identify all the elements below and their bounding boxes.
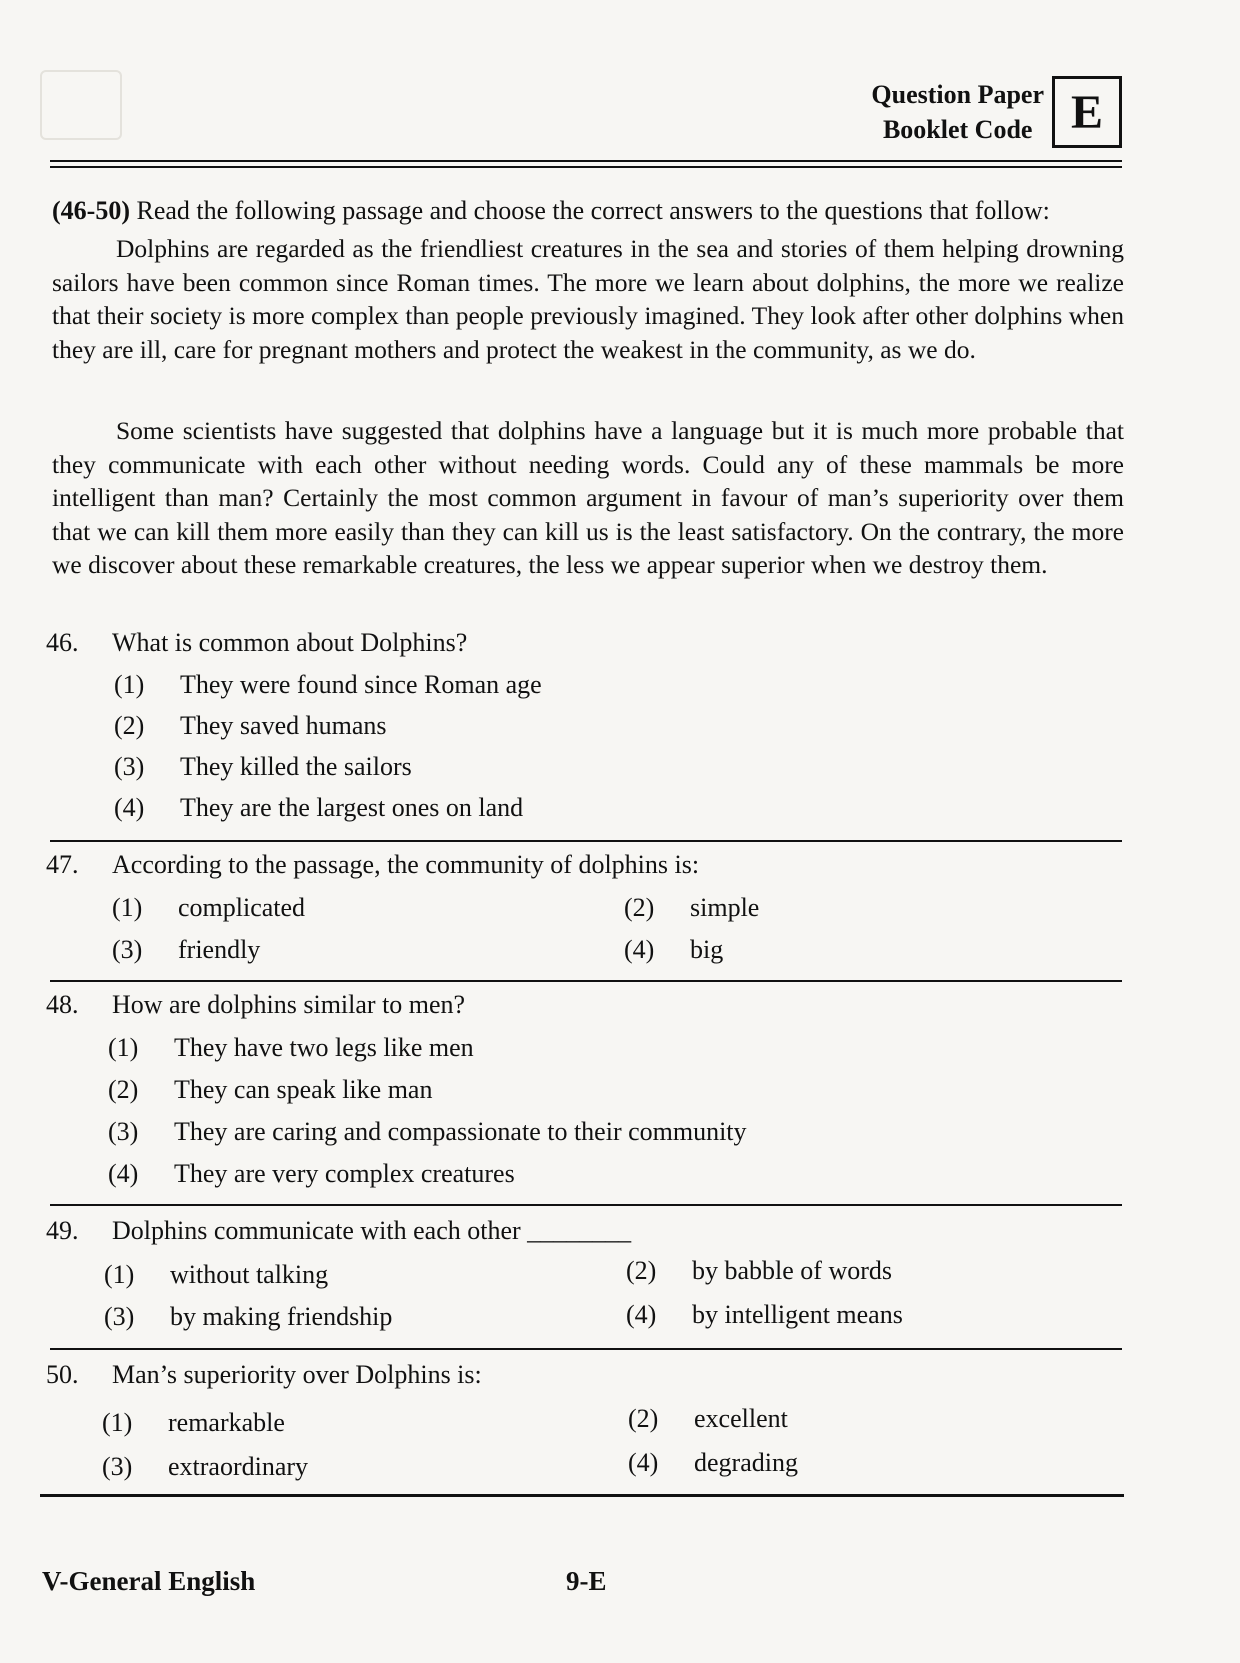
option-number: (4) [626, 1300, 657, 1329]
option-48-2[interactable] [108, 1075, 432, 1105]
question-49 [46, 1216, 1126, 1246]
passage-instruction [52, 196, 1124, 226]
footer-subject: V-General English [42, 1566, 256, 1596]
booklet-code-header [871, 76, 1122, 148]
option-number: (4) [624, 935, 655, 964]
booklet-code-box: E [1052, 76, 1122, 148]
section-end-rule [40, 1494, 1124, 1497]
booklet-code-label [871, 77, 1044, 147]
option-text: They are caring and compassionate to their community [174, 1117, 747, 1146]
question-text: Dolphins communicate with each other ________ [112, 1216, 632, 1245]
option-50-1[interactable] [102, 1408, 285, 1438]
option-text: excellent [694, 1404, 788, 1433]
option-49-2[interactable] [626, 1256, 892, 1286]
option-48-1[interactable] [108, 1033, 474, 1063]
option-text: They saved humans [180, 711, 387, 740]
option-46-2[interactable] [114, 711, 387, 741]
question-48 [46, 990, 1126, 1020]
question-number: 50. [46, 1360, 79, 1389]
header-rule-2 [50, 166, 1122, 168]
question-47 [46, 850, 1126, 880]
option-text: extraordinary [168, 1452, 309, 1481]
question-divider [50, 1204, 1122, 1206]
question-number: 47. [46, 850, 79, 879]
option-number: (1) [114, 670, 145, 699]
question-50 [46, 1360, 1126, 1390]
option-number: (3) [108, 1117, 139, 1146]
option-number: (2) [628, 1404, 659, 1433]
instruction-text: Read the following passage and choose the correct answers to the questions that follow: [136, 196, 1050, 225]
question-text: What is common about Dolphins? [112, 628, 468, 657]
option-50-2[interactable] [628, 1404, 788, 1434]
option-48-3[interactable] [108, 1117, 747, 1147]
option-number: (2) [626, 1256, 657, 1285]
passage-paragraph-2: Some scientists have suggested that dolphins have a language but it is much more probable that they communicate with each other without needing words. Could any of these mammals be more intelligent than man? Certainly the most common argument in favour of man’s superiority over them that we can kill them more easily than they can kill us is the least satisfactory. On the contrary, the more we discover about these remarkable creatures, the less we appear superior when we destroy them. [52, 416, 1124, 579]
option-text: They were found since Roman age [180, 670, 542, 699]
question-number: 46. [46, 628, 79, 657]
option-number: (3) [114, 752, 145, 781]
option-number: (2) [114, 711, 145, 740]
option-46-1[interactable] [114, 670, 542, 700]
passage-paragraph-1: Dolphins are regarded as the friendliest creatures in the sea and stories of them helping drowning sailors have been common since Roman times. The more we learn about dolphins, the more we realize that their society is more complex than people previously imagined. They look after other dolphins when they are ill, care for pregnant mothers and protect the weakest in the community, as we do. [52, 234, 1124, 364]
option-49-1[interactable] [104, 1260, 328, 1290]
header-rule [50, 160, 1122, 162]
option-text: big [690, 935, 724, 964]
question-number: 49. [46, 1216, 79, 1245]
option-47-3[interactable] [112, 935, 260, 965]
question-range: (46-50) [52, 196, 130, 225]
question-text: How are dolphins similar to men? [112, 990, 466, 1019]
booklet-code-label-line2: Booklet Code [882, 115, 1033, 144]
option-number: (4) [108, 1159, 139, 1188]
footer-page-number: 9-E [566, 1566, 607, 1596]
option-number: (4) [628, 1448, 659, 1477]
option-text: without talking [170, 1260, 329, 1289]
option-text: They are the largest ones on land [180, 793, 524, 822]
option-text: by making friendship [170, 1302, 393, 1331]
option-number: (3) [112, 935, 143, 964]
option-46-3[interactable] [114, 752, 412, 782]
option-text: by intelligent means [692, 1300, 903, 1329]
option-text: by babble of words [692, 1256, 893, 1285]
option-number: (1) [104, 1260, 135, 1289]
option-text: They can speak like man [174, 1075, 433, 1104]
option-47-2[interactable] [624, 893, 759, 923]
option-text: remarkable [168, 1408, 285, 1437]
question-text: Man’s superiority over Dolphins is: [112, 1360, 482, 1389]
question-46 [46, 628, 1126, 658]
option-49-3[interactable] [104, 1302, 392, 1332]
option-49-4[interactable] [626, 1300, 903, 1330]
option-number: (2) [624, 893, 655, 922]
option-text: They are very complex creatures [174, 1159, 515, 1188]
option-text: They killed the sailors [180, 752, 412, 781]
booklet-code-label-line1: Question Paper [871, 80, 1044, 109]
option-number: (3) [104, 1302, 135, 1331]
option-text: complicated [178, 893, 306, 922]
option-47-1[interactable] [112, 893, 305, 923]
option-number: (4) [114, 793, 145, 822]
option-46-4[interactable] [114, 793, 523, 823]
option-number: (1) [112, 893, 143, 922]
option-50-3[interactable] [102, 1452, 308, 1482]
question-divider [50, 980, 1122, 982]
option-text: friendly [178, 935, 261, 964]
question-text: According to the passage, the community of dolphins is: [112, 850, 700, 879]
option-text: degrading [694, 1448, 798, 1477]
question-divider [50, 1348, 1122, 1350]
option-47-4[interactable] [624, 935, 723, 965]
option-number: (3) [102, 1452, 133, 1481]
option-48-4[interactable] [108, 1159, 515, 1189]
option-number: (1) [102, 1408, 133, 1437]
option-number: (2) [108, 1075, 139, 1104]
option-number: (1) [108, 1033, 139, 1062]
question-number: 48. [46, 990, 79, 1019]
question-divider [50, 840, 1122, 842]
faint-stamp-mark [40, 70, 122, 140]
option-text: They have two legs like men [174, 1033, 474, 1062]
option-text: simple [690, 893, 760, 922]
option-50-4[interactable] [628, 1448, 798, 1478]
